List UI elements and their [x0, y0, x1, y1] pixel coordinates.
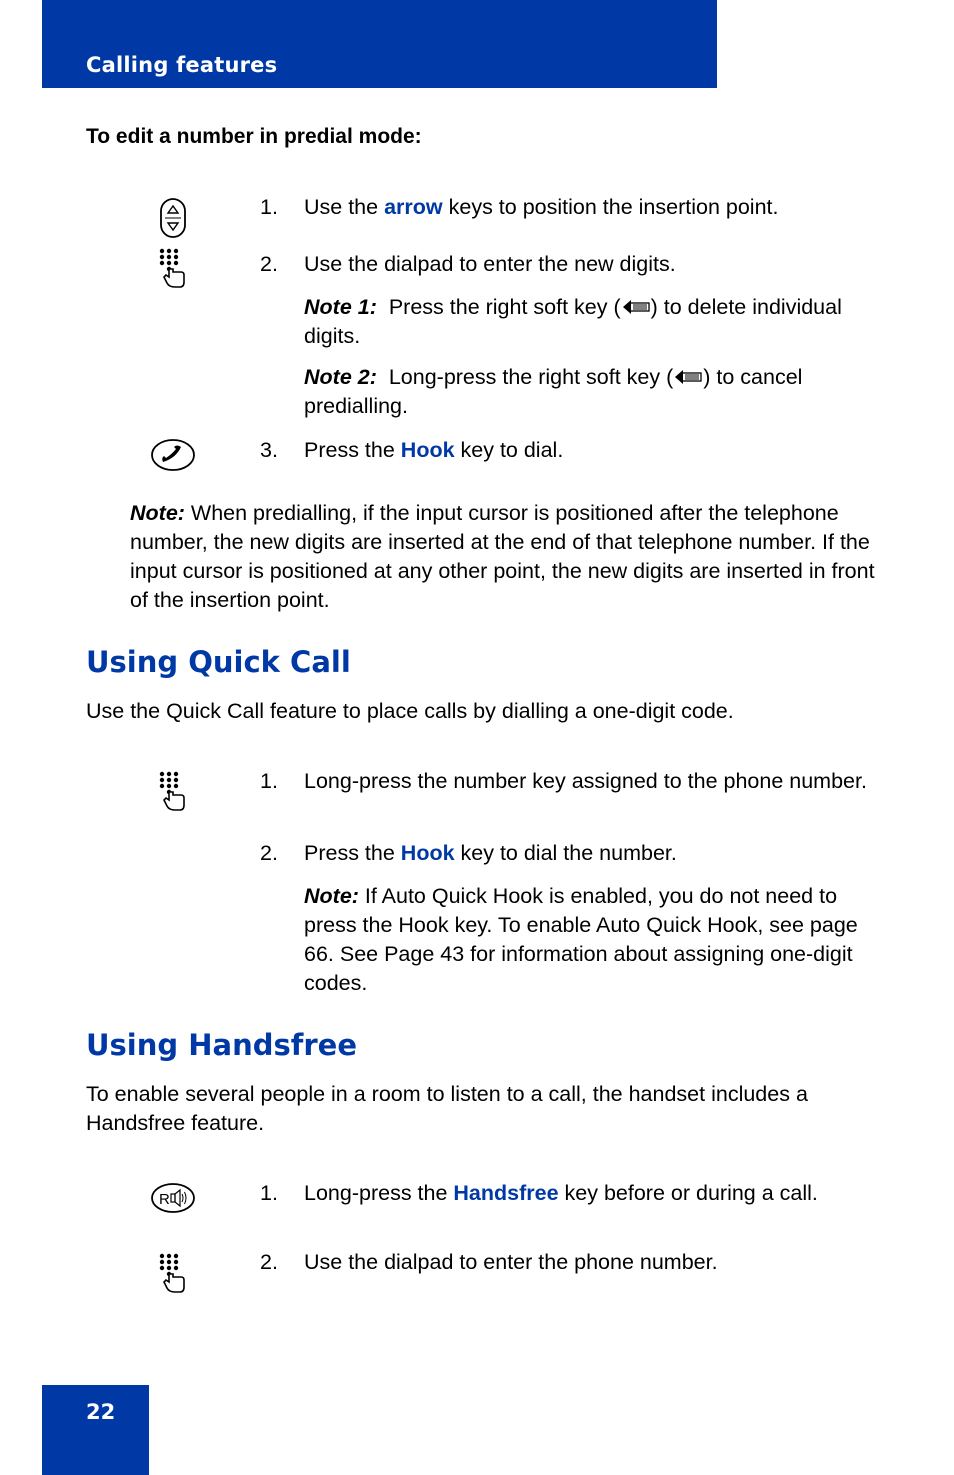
svg-text:R: R [159, 1191, 170, 1208]
step-text: key to dial the number. [454, 841, 677, 865]
note-text: If Auto Quick Hook is enabled, you do not need to press the Hook key. To enable Auto Quick Hook, see page 66. See Page 43 for information about assigning one-digit codes. [304, 884, 858, 995]
dialpad-icon [158, 770, 188, 812]
arrow-keys-icon [159, 197, 187, 239]
note-label: Note 1: [304, 295, 377, 319]
predial-heading: To edit a number in predial mode: [86, 125, 422, 148]
header-title: Calling features [86, 53, 278, 77]
quick-call-title: Using Quick Call [86, 645, 351, 679]
step-number: 2. [260, 841, 278, 865]
predial-note-1 [304, 293, 874, 351]
note-label: Note: [304, 884, 359, 908]
page-number: 22 [86, 1400, 116, 1424]
backspace-icon [673, 367, 703, 387]
hook-key-icon [150, 438, 196, 472]
step-text: Use the [304, 195, 385, 219]
step-text: Press the [304, 841, 401, 865]
step-text: keys to position the insertion point. [442, 195, 779, 219]
step-text: Use the dialpad to enter the new digits. [304, 252, 676, 276]
note-label: Note 2: [304, 365, 377, 389]
step-number: 2. [260, 252, 278, 276]
dialpad-icon [158, 1252, 188, 1294]
handsfree-intro: To enable several people in a room to listen to a call, the handset includes a Handsfree feature. [86, 1082, 808, 1135]
step-text: Long-press the [304, 1181, 454, 1205]
step-text: Use the dialpad to enter the phone number. [304, 1250, 718, 1274]
footer-band [42, 1385, 149, 1475]
note-text: When predialling, if the input cursor is positioned after the telephone number, the new digits are inserted at the end of that telephone number. If the input cursor is positioned at any other point, the new digits are inserted in front of the insertion point. [130, 501, 875, 612]
note-text: ) to cancel predialling. [304, 365, 803, 418]
predial-note [130, 499, 875, 615]
step-text: Press the [304, 438, 401, 462]
step-number: 2. [260, 1250, 278, 1274]
handsfree-keyword: Handsfree [453, 1181, 559, 1205]
dialpad-icon [158, 247, 188, 289]
hook-keyword: Hook [400, 841, 455, 865]
note-text: Press the right soft key ( [388, 295, 621, 319]
handsfree-key-icon [150, 1182, 196, 1214]
step-text: Long-press the number key assigned to the phone number. [304, 769, 867, 793]
step-text: key to dial. [454, 438, 564, 462]
backspace-icon [621, 297, 651, 317]
step-number: 1. [260, 1181, 278, 1205]
quick-call-intro: Use the Quick Call feature to place calls by dialling a one-digit code. [86, 699, 734, 723]
hook-keyword: Hook [400, 438, 455, 462]
step-number: 1. [260, 195, 278, 219]
arrow-keyword: arrow [384, 195, 443, 219]
note-text: ) to delete individual digits. [304, 295, 842, 348]
step-number: 1. [260, 769, 278, 793]
note-label: Note: [130, 501, 185, 525]
quick-call-note [304, 882, 874, 998]
note-text: Long-press the right soft key ( [388, 365, 674, 389]
predial-note-2 [304, 363, 874, 421]
step-text: key before or during a call. [558, 1181, 818, 1205]
step-number: 3. [260, 438, 278, 462]
handsfree-title: Using Handsfree [86, 1028, 358, 1062]
